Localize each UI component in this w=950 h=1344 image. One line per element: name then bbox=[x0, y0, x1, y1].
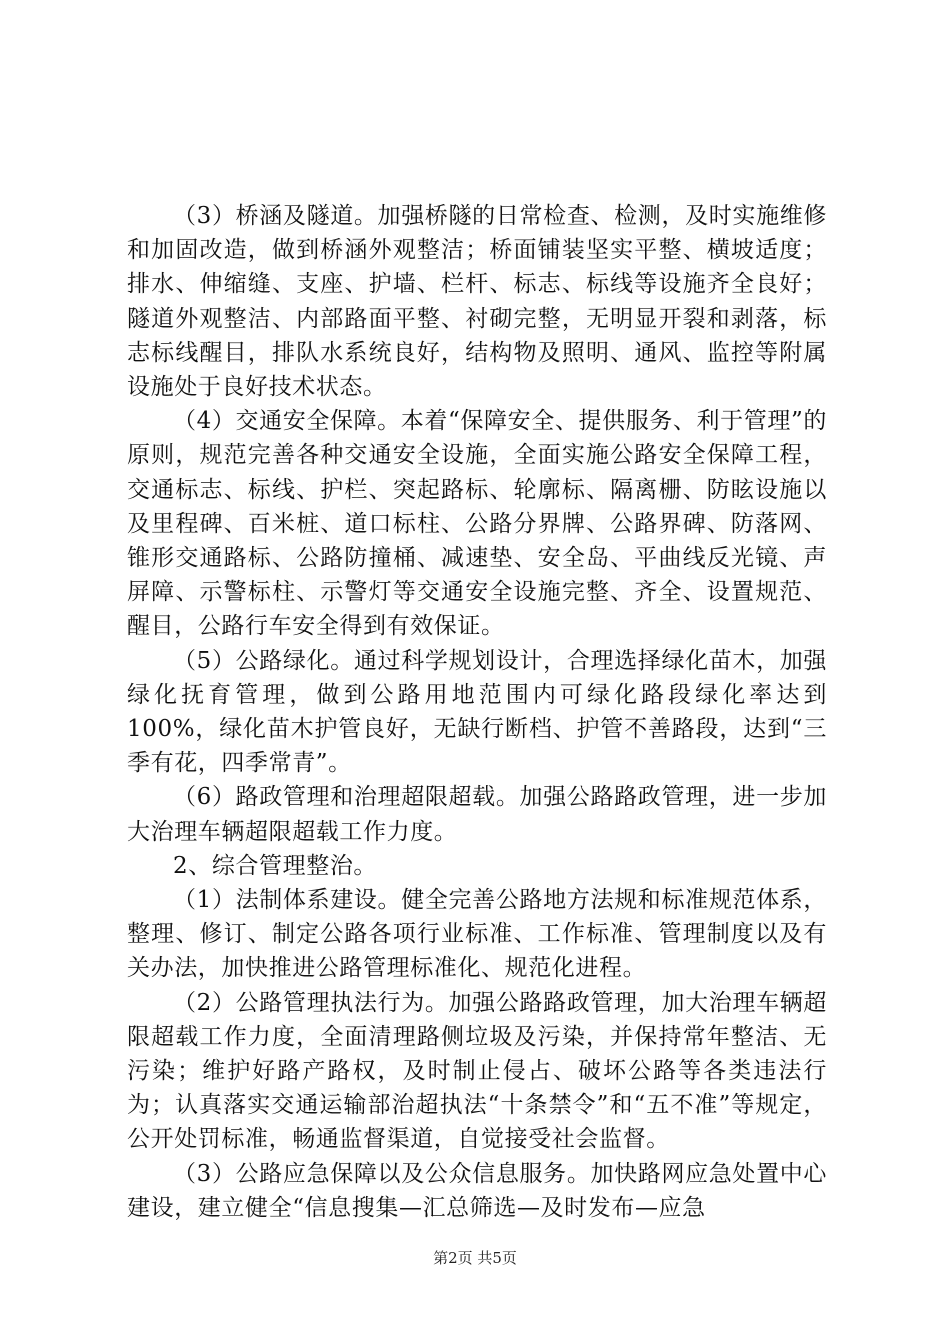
paragraph-legal-system: （1）法制体系建设。健全完善公路地方法规和标准规范体系，整理、修订、制定公路各项行业标准、工作标准、管理制度以及有关办法，加快推进公路管理标准化、规范化进程。 bbox=[127, 887, 827, 982]
page-footer bbox=[0, 1247, 950, 1268]
paragraph-road-administration: （6）路政管理和治理超限超载。加强公路路政管理，进一步加大治理车辆超限超载工作力度。 bbox=[127, 784, 827, 845]
paragraph-traffic-safety: （4）交通安全保障。本着“保障安全、提供服务、利于管理”的原则，规范完善各种交通安全设施，全面实施公路安全保障工程，交通标志、标线、护栏、突起路标、轮廓标、隔离栅、防眩设施以及里程碑、百米桩、道口标柱、公路分界牌、公路界碑、防落网、锥形交通路标、公路防撞桶、减速垫、安全岛、平曲线反光镜、声屏障、示警标柱、示警灯等交通安全设施完整、齐全、设置规范、醒目，公路行车安全得到有效保证。 bbox=[127, 408, 827, 640]
paragraph-bridges-tunnels: （3）桥涵及隧道。加强桥隧的日常检查、检测，及时实施维修和加固改造，做到桥涵外观整洁；桥面铺装坚实平整、横坡适度；排水、伸缩缝、支座、护墙、栏杆、标志、标线等设施齐全良好；隧道外观整洁、内部路面平整、衬砌完整，无明显开裂和剥落，标志标线醒目，排队水系统良好，结构物及照明、通风、监控等附属设施处于良好技术状态。 bbox=[127, 203, 827, 401]
paragraph-greening: （5）公路绿化。通过科学规划设计，合理选择绿化苗木，加强绿化抚育管理，做到公路用地范围内可绿化路段绿化率达到100%，绿化苗木护管良好，无缺行断档、护管不善路段，达到“三季有花，四季常青”。 bbox=[127, 647, 827, 777]
document-body bbox=[127, 199, 827, 1225]
paragraph-emergency-support: （3）公路应急保障以及公众信息服务。加快路网应急处置中心建设，建立健全“信息搜集—汇总筛选—及时发布—应急 bbox=[127, 1160, 827, 1221]
paragraph-law-enforcement: （2）公路管理执法行为。加强公路路政管理，加大治理车辆超限超载工作力度，全面清理路侧垃圾及污染，并保持常年整洁、无污染；维护好路产路权，及时制止侵占、破坏公路等各类违法行为；认真落实交通运输部治超执法“十条禁令”和“五不准”等规定，公开处罚标准，畅通监督渠道，自觉接受社会监督。 bbox=[127, 989, 827, 1153]
page-number-label: 第2页 共5页 bbox=[433, 1249, 517, 1267]
section-heading-comprehensive-management: 2、综合管理整治。 bbox=[173, 852, 378, 879]
